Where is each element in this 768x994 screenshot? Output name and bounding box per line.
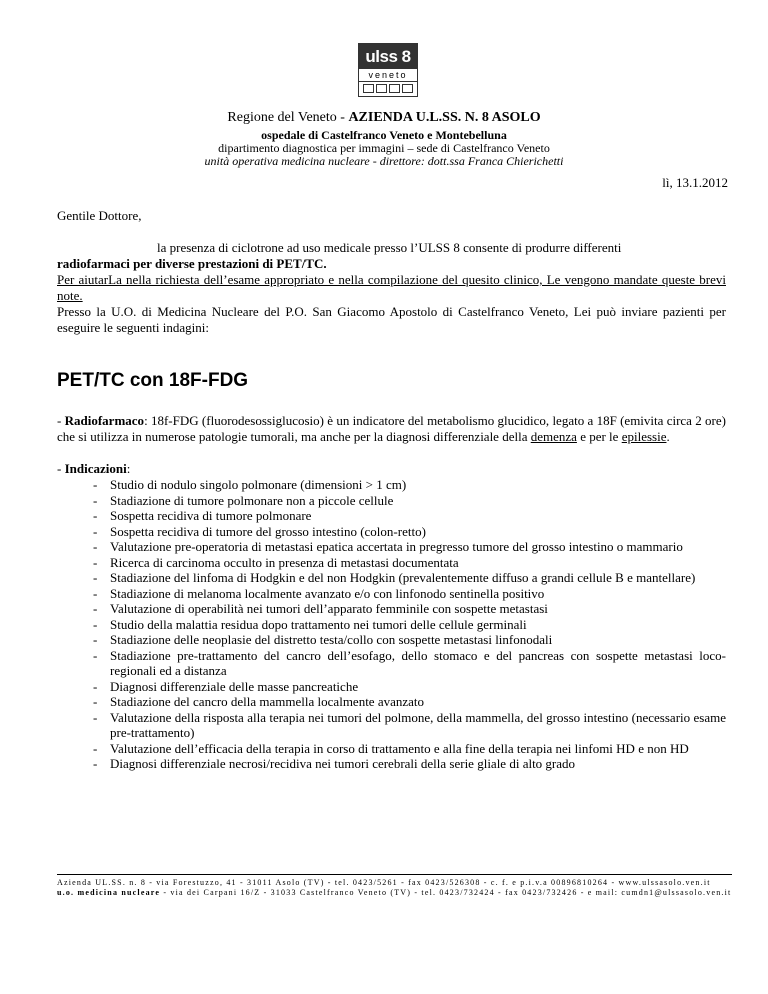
header-region: Regione del Veneto - AZIENDA U.L.SS. N. 8 ASOLO — [227, 110, 541, 125]
indicazioni-heading: - Indicazioni: — [57, 461, 131, 476]
section-title: PET/TC con 18F-FDG — [57, 370, 249, 391]
list-item: - Studio di nodulo singolo polmonare (dimensioni > 1 cm) — [93, 477, 726, 493]
header-unit: unità operativa medicina nucleare - direttore: dott.ssa Franca Chierichetti — [204, 154, 564, 168]
footer-line-1: Azienda UL.SS. n. 8 - via Forestuzzo, 41 - 31011 Asolo (TV) - tel. 0423/5261 - fax 0423/526308 - c. f. e p.i.v.a 00896810264 - www.ulssasolo.ven.it — [57, 878, 711, 887]
radiofarmaco-paragraph: - Radiofarmaco: 18f-FDG (fluorodesossiglucosio) è un indicatore del metabolismo glucidico, legato a 18F (emivita circa 2 ore) che si utilizza in numerose patologie tumorali, ma anche per la diagnosi differenziale della demenza e per le epilessie. — [57, 413, 726, 444]
intro-paragraph: la presenza di ciclotrone ad uso medicale presso l’ULSS 8 consente di produrre differenti radiofarmaci per diverse prestazioni di PET/TC. — [57, 240, 622, 271]
footer-line-2: u.o. medicina nucleare - via dei Carpani 16/Z - 31033 Castelfranco Veneto (TV) - tel. 0423/732424 - fax 0423/732426 - e mail: cumdn1@ulssasolo.ven.it — [57, 888, 732, 897]
page-footer — [57, 874, 732, 898]
list-item: - Diagnosi differenziale necrosi/recidiva nei tumori cerebrali della serie gliale di alto grado — [93, 756, 726, 772]
help-paragraph: Per aiutarLa nella richiesta dell’esame appropriato e nella compilazione del quesito clinico, Le vengono mandate queste brevi note. — [57, 272, 726, 303]
logo-subtext: veneto — [359, 69, 417, 82]
ulss8-logo — [358, 43, 418, 97]
list-item: - Sospetta recidiva di tumore del grosso intestino (colon-retto) — [93, 524, 726, 540]
letter-date: lì, 13.1.2012 — [662, 175, 728, 190]
logo-text: ulss 8 — [359, 44, 417, 69]
list-item: - Stadiazione di tumore polmonare non a piccole cellule — [93, 493, 726, 509]
list-item: - Stadiazione del linfoma di Hodgkin e del non Hodgkin (prevalentemente diffuso a grandi cellule B e mantellare) — [93, 570, 726, 586]
header-hospital: ospedale di Castelfranco Veneto e Montebelluna — [261, 128, 507, 142]
list-item: - Diagnosi differenziale delle masse pancreatiche — [93, 679, 726, 695]
list-item: - Valutazione pre-operatoria di metastasi epatica accertata in pregresso tumore del grosso intestino o mammario — [93, 539, 726, 555]
referral-paragraph: Presso la U.O. di Medicina Nucleare del P.O. San Giacomo Apostolo di Castelfranco Veneto, Lei può inviare pazienti per eseguire le seguenti indagini: — [57, 304, 726, 335]
list-item: - Stadiazione di melanoma localmente avanzato e/o con linfonodo sentinella positivo — [93, 586, 726, 602]
logo-symbols — [359, 82, 417, 95]
list-item: - Sospetta recidiva di tumore polmonare — [93, 508, 726, 524]
list-item: - Stadiazione del cancro della mammella localmente avanzato — [93, 694, 726, 710]
list-item: - Valutazione dell’efficacia della terapia in corso di trattamento e alla fine della terapia nei linfomi HD e non HD — [93, 741, 726, 757]
header-department: dipartimento diagnostica per immagini – sede di Castelfranco Veneto — [218, 141, 550, 155]
list-item: - Valutazione di operabilità nei tumori dell’apparato femminile con sospette metastasi — [93, 601, 726, 617]
list-item: - Stadiazione pre-trattamento del cancro dell’esofago, dello stomaco e del pancreas con sospette metastasi loco-regionali ed a distanza — [93, 648, 726, 679]
indications-list — [93, 477, 726, 772]
list-item: - Studio della malattia residua dopo trattamento nei tumori delle cellule germinali — [93, 617, 726, 633]
list-item: - Valutazione della risposta alla terapia nei tumori del polmone, della mammella, del grosso intestino (necessario esame pre-trattamento) — [93, 710, 726, 741]
list-item: - Stadiazione delle neoplasie del distretto testa/collo con sospette metastasi linfonodali — [93, 632, 726, 648]
salutation: Gentile Dottore, — [57, 208, 142, 223]
list-item: - Ricerca di carcinoma occulto in presenza di metastasi documentata — [93, 555, 726, 571]
